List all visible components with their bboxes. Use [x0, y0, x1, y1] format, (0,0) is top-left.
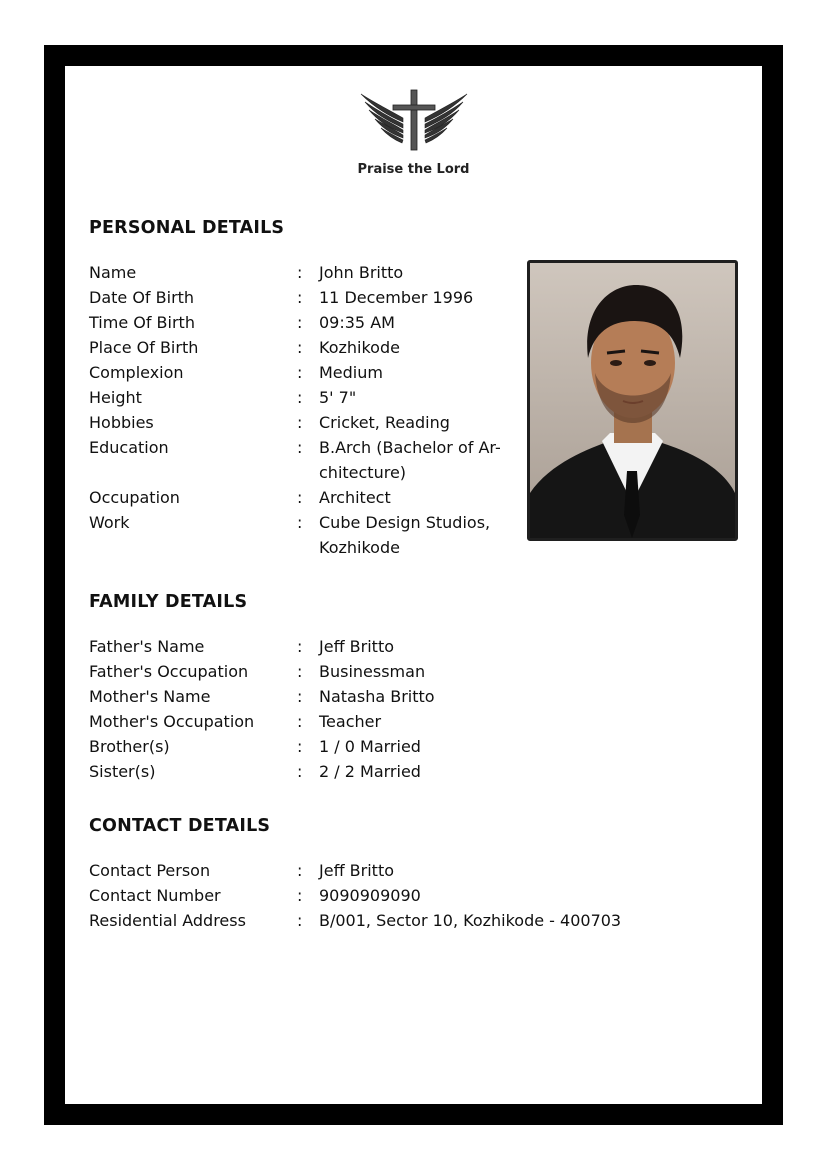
detail-label: Work: [89, 513, 130, 532]
contact-details-title: CONTACT DETAILS: [89, 816, 271, 836]
detail-value: 5' 7": [319, 388, 357, 407]
detail-row: [89, 335, 519, 360]
detail-value: Cricket, Reading: [319, 413, 450, 432]
detail-row: [89, 659, 435, 684]
detail-row: [89, 883, 621, 908]
detail-label: Height: [89, 388, 142, 407]
detail-label: Hobbies: [89, 413, 154, 432]
separator-colon: :: [297, 388, 303, 407]
separator-colon: :: [297, 338, 303, 357]
detail-row: [89, 435, 519, 485]
detail-label: Brother(s): [89, 737, 170, 756]
detail-value: Natasha Britto: [319, 687, 435, 706]
biodata-page: [65, 66, 762, 1104]
tagline: Praise the Lord: [357, 162, 470, 177]
separator-colon: :: [297, 662, 303, 681]
detail-row: [89, 385, 519, 410]
detail-label: Father's Name: [89, 637, 205, 656]
detail-label: Time Of Birth: [89, 313, 195, 332]
detail-row: [89, 510, 519, 560]
detail-value: Architect: [319, 488, 391, 507]
separator-colon: :: [297, 762, 303, 781]
separator-colon: :: [297, 263, 303, 282]
family-details-title: FAMILY DETAILS: [89, 592, 248, 612]
detail-value: Kozhikode: [319, 338, 400, 357]
personal-details-title: PERSONAL DETAILS: [89, 218, 285, 238]
detail-row: [89, 734, 435, 759]
separator-colon: :: [297, 513, 303, 532]
detail-row: [89, 285, 519, 310]
detail-value: B.Arch (Bachelor of Ar-chitecture): [319, 438, 501, 482]
separator-colon: :: [297, 313, 303, 332]
separator-colon: :: [297, 712, 303, 731]
detail-label: Contact Person: [89, 861, 211, 880]
detail-row: [89, 908, 621, 933]
detail-label: Date Of Birth: [89, 288, 195, 307]
detail-value: Jeff Britto: [319, 861, 395, 880]
detail-value: 09:35 AM: [319, 313, 395, 332]
detail-value: Medium: [319, 363, 383, 382]
detail-label: Mother's Occupation: [89, 712, 255, 731]
detail-value: 2 / 2 Married: [319, 762, 421, 781]
detail-label: Place Of Birth: [89, 338, 199, 357]
detail-row: [89, 858, 621, 883]
separator-colon: :: [297, 687, 303, 706]
separator-colon: :: [297, 637, 303, 656]
separator-colon: :: [297, 886, 303, 905]
detail-label: Contact Number: [89, 886, 221, 905]
detail-label: Occupation: [89, 488, 180, 507]
detail-label: Education: [89, 438, 169, 457]
detail-value: Businessman: [319, 662, 426, 681]
detail-row: [89, 485, 519, 510]
separator-colon: :: [297, 488, 303, 507]
detail-value: Teacher: [319, 712, 382, 731]
contact-details-list: [89, 858, 621, 933]
family-details-list: [89, 634, 435, 784]
profile-photo: [527, 260, 738, 541]
detail-label: Sister(s): [89, 762, 156, 781]
detail-value: John Britto: [319, 263, 404, 282]
detail-row: [89, 709, 435, 734]
detail-value: Jeff Britto: [319, 637, 395, 656]
detail-value: 11 December 1996: [319, 288, 474, 307]
winged-cross-icon: [359, 88, 469, 152]
detail-row: [89, 260, 519, 285]
separator-colon: :: [297, 363, 303, 382]
detail-label: Name: [89, 263, 137, 282]
detail-label: Complexion: [89, 363, 184, 382]
separator-colon: :: [297, 288, 303, 307]
detail-value: Cube Design Studios, Kozhikode: [319, 513, 491, 557]
detail-row: [89, 360, 519, 385]
detail-label: Residential Address: [89, 911, 246, 930]
detail-row: [89, 410, 519, 435]
personal-details-list: [89, 260, 519, 560]
detail-row: [89, 310, 519, 335]
detail-row: [89, 684, 435, 709]
separator-colon: :: [297, 737, 303, 756]
separator-colon: :: [297, 861, 303, 880]
separator-colon: :: [297, 911, 303, 930]
detail-label: Mother's Name: [89, 687, 211, 706]
detail-value: B/001, Sector 10, Kozhikode - 400703: [319, 911, 622, 930]
detail-row: [89, 634, 435, 659]
detail-value: 1 / 0 Married: [319, 737, 421, 756]
detail-value: 9090909090: [319, 886, 421, 905]
separator-colon: :: [297, 438, 303, 457]
detail-label: Father's Occupation: [89, 662, 249, 681]
separator-colon: :: [297, 413, 303, 432]
detail-row: [89, 759, 435, 784]
